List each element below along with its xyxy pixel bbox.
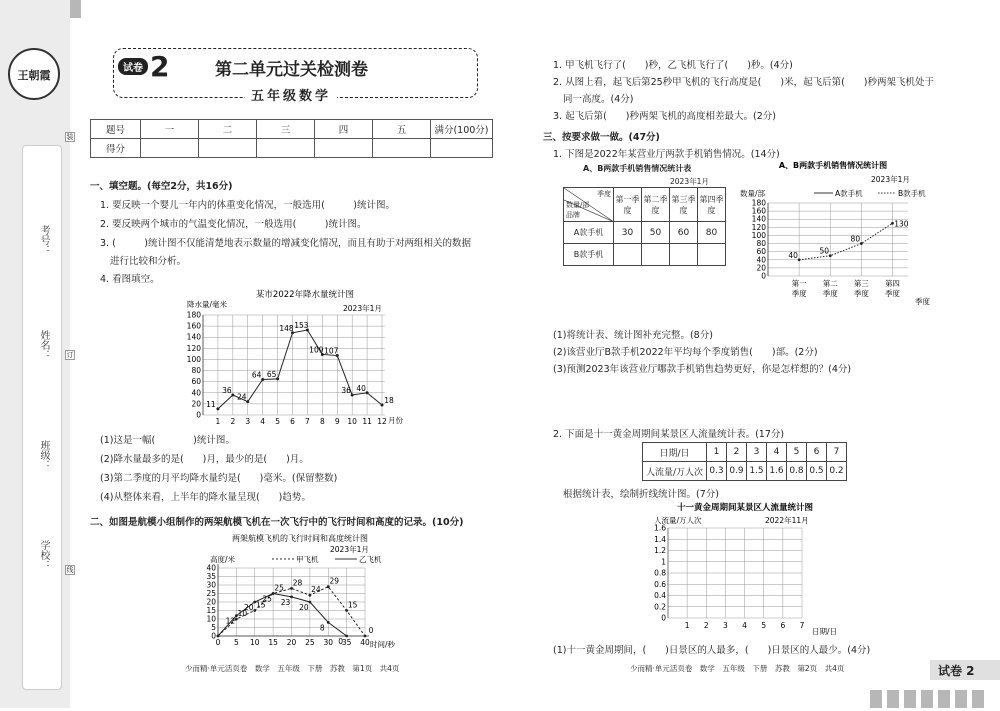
plane-a-point: [235, 618, 238, 621]
phone-ytick: 120: [751, 222, 766, 232]
rain-xtick: 10: [347, 417, 357, 426]
score-cell: 三: [257, 120, 315, 139]
flow-table: [642, 442, 847, 481]
phone-table-date: 2023年1月: [670, 177, 709, 186]
flow-xtick: 5: [761, 621, 767, 630]
rain-data-label: 11: [206, 399, 216, 409]
score-cell: 得分: [91, 139, 141, 158]
rain-data-label: 107: [324, 346, 339, 356]
flow-day: 2: [727, 443, 747, 462]
score-cell: 二: [199, 120, 257, 139]
rain-title: 某市2022年降水量统计图: [255, 290, 355, 300]
plane-ytick: 30: [206, 580, 216, 590]
rain-ytick: 160: [186, 321, 201, 331]
plane-a-label: 0: [368, 626, 374, 635]
rain-ytick: 120: [186, 343, 201, 353]
rain-point: [216, 407, 219, 410]
seal-xian: 线: [66, 566, 74, 574]
phone-ytick: 180: [751, 198, 766, 208]
corner-top: 季度: [597, 190, 611, 198]
rain-xtick: 4: [260, 417, 266, 426]
rain-ylabel: 降水量/毫米: [187, 300, 228, 309]
plane-a-label: 24: [311, 585, 321, 595]
plane-b-point: [290, 596, 293, 599]
rain-xtick: 2: [230, 417, 236, 426]
flow-xtick: 4: [742, 621, 747, 630]
flow-ytick: 1.2: [654, 546, 666, 555]
rain-ytick: 80: [191, 366, 201, 376]
footer-right: 少而精·单元活页卷 数学 五年级 下册 苏教 第2页 共4页: [630, 664, 845, 673]
plane-xtick: 30: [323, 638, 334, 647]
plane-a-point: [364, 635, 367, 638]
rain-xtick: 12: [377, 417, 387, 426]
plane-ytick: 15: [206, 606, 216, 615]
question-4-4: (4)从整体来看，上半年的降水量呈现( )趋势。: [100, 492, 311, 503]
plane-ylabel: 高度/米: [210, 555, 236, 564]
plane-xtick: 5: [233, 638, 239, 647]
phone-cell: 50: [642, 222, 670, 244]
phone-ytick: 140: [751, 214, 766, 224]
rain-ytick: 40: [191, 388, 201, 398]
plane-ytick: 25: [206, 589, 216, 598]
rain-ytick: 20: [191, 399, 201, 409]
phone-b-label: 50: [819, 246, 829, 256]
plane-a-label: 28: [292, 578, 303, 588]
phone-b-point: [860, 242, 863, 245]
score-table: [90, 119, 493, 158]
phone-ytick: 20: [756, 263, 766, 273]
phone-input-cell[interactable]: [614, 244, 642, 266]
rainfall-chart: [185, 287, 415, 427]
phone-ytick: 160: [751, 206, 766, 216]
plane-b-point: [327, 621, 330, 624]
plane-a-point: [253, 609, 256, 612]
rain-xtick: 1: [215, 417, 221, 426]
rain-data-label: 65: [266, 369, 277, 379]
flow-day: 4: [767, 443, 787, 462]
phone-xtick: 第三: [853, 279, 869, 288]
plane-xtick: 40: [360, 638, 370, 647]
plane-xunit: 时间/秒: [370, 640, 396, 649]
rain-point: [366, 391, 369, 394]
flow-ytick: 0.2: [654, 602, 666, 612]
phone-cell: 30: [614, 222, 642, 244]
rain-xtick: 6: [290, 417, 295, 426]
plane-ytick: 10: [206, 614, 216, 624]
rain-xtick: 8: [319, 417, 325, 426]
flow-day: 3: [747, 443, 767, 462]
score-input[interactable]: [141, 139, 199, 158]
phone-xtick: 季度: [853, 289, 869, 298]
plane-b-point: [253, 601, 256, 604]
rain-point: [231, 394, 234, 397]
bottom-stripes-right: [870, 690, 989, 708]
rain-ytick: 180: [186, 310, 201, 320]
plane-xtick: 10: [249, 638, 260, 647]
phone-b-label: 130: [894, 219, 909, 229]
plane-b-point: [308, 601, 311, 604]
section-3-title: 三、按要求做一做。(47分): [543, 132, 660, 143]
flow-value: 1.6: [767, 462, 787, 481]
score-input[interactable]: [257, 139, 315, 158]
flow-ytick: 1.4: [654, 534, 666, 544]
phone-b-point: [829, 254, 832, 257]
footer-left: 少而精·单元活页卷 数学 五年级 下册 苏教 第1页 共4页: [185, 664, 400, 673]
seal-zhuang: 装: [66, 133, 74, 141]
rain-xunit: 月份: [388, 416, 403, 425]
score-cell: 一: [141, 120, 199, 139]
flow-value: 1.5: [747, 462, 767, 481]
phone-input-cell[interactable]: [698, 244, 726, 266]
score-input[interactable]: [315, 139, 373, 158]
plane-b-label: 20: [243, 603, 254, 612]
phone-xunit: 季度: [915, 297, 930, 306]
score-cell: 满分(100分): [431, 120, 493, 139]
question-3: 3. ( )统计图不仅能清楚地表示数量的增减变化情况，而且有助于对两组相关的数据: [100, 238, 471, 249]
phone-corner-cell: [564, 188, 614, 222]
plane-b-point: [235, 614, 238, 617]
rain-xtick: 3: [245, 417, 251, 426]
plane-date: 2023年1月: [330, 545, 369, 554]
rain-data-label: 40: [356, 383, 366, 393]
rain-data-label: 24: [236, 392, 247, 402]
corner-bottom: 品牌: [566, 211, 580, 219]
question-s2: 2. 下面是十一黄金周期间某景区人流量统计表。(17分): [553, 429, 785, 440]
plane-a-point: [308, 594, 311, 597]
rain-ytick: 60: [191, 377, 201, 387]
flow-ytick: 0.4: [654, 591, 666, 600]
field-name: 姓名：: [38, 330, 49, 360]
question-4: 4. 看图填空。: [100, 274, 160, 285]
section-2-title: 二、如图是航模小组制作的两架航模飞机在一次飞行中的飞行时间和高度的记录。(10分): [90, 517, 464, 528]
phone-b-label: 40: [788, 250, 798, 260]
rain-point: [381, 404, 384, 407]
page-subtitle: 五年级数学: [245, 85, 337, 104]
rain-xtick: 7: [305, 417, 310, 426]
flow-ytick: 1.6: [654, 523, 666, 533]
phone-b-label: 80: [850, 234, 861, 244]
phone-xtick: 季度: [884, 289, 900, 298]
rain-xtick: 9: [334, 417, 340, 426]
phone-legend-b: B款手机: [898, 189, 926, 198]
phone-row-label: B款手机: [564, 244, 614, 266]
plane-title: 两架航模飞机的飞行时间和高度统计图: [232, 534, 368, 543]
phone-xtick: 第四: [884, 279, 900, 288]
flow-ytick: 0.6: [654, 579, 666, 589]
question-s1-3: (3)预测2023年该营业厅哪款手机销售趋势更好，你是怎样想的？(4分): [553, 364, 852, 375]
flow-chart-title: 十一黄金周期间某景区人流量统计图: [676, 503, 814, 513]
phone-b-point: [798, 258, 801, 261]
plane-b-label: 23: [280, 597, 291, 607]
phone-input-cell[interactable]: [642, 244, 670, 266]
phone-row-label: A款手机: [564, 222, 614, 244]
legend-a: 甲飞机: [296, 555, 319, 564]
plane-xtick: 15: [268, 638, 278, 647]
plane-b-label: 0: [338, 637, 344, 646]
plane-a-label: 15: [255, 600, 266, 610]
plane-a-label: 10: [237, 609, 248, 618]
question-r2: 2. 从图上看，起飞后第25秒甲飞机的飞行高度是( )米，起飞后第( )秒两架飞机处于: [553, 77, 934, 88]
field-school: 学校：: [38, 540, 49, 570]
plane-xtick: 25: [305, 638, 315, 647]
phone-ytick: 100: [751, 230, 766, 240]
flow-value: 0.5: [807, 462, 827, 481]
phone-xtick: 季度: [791, 289, 807, 298]
question-4-2: (2)降水量最多的是( )月，最少的是( )月。: [100, 454, 309, 465]
phone-ytick: 60: [756, 247, 766, 257]
phone-legend-a: A款手机: [835, 189, 863, 198]
flow-xtick: 1: [684, 621, 690, 630]
flow-xtick: 6: [780, 621, 786, 630]
legend-b: 乙飞机: [359, 555, 382, 564]
footer-badge: 试卷 2: [930, 660, 1000, 680]
phone-table-title: A、B两款手机销售情况统计表: [583, 164, 692, 173]
page-title: 第二单元过关检测卷: [215, 60, 368, 80]
phone-cell: 80: [698, 222, 726, 244]
plane-ytick: 20: [206, 597, 216, 607]
plane-ytick: 35: [206, 572, 216, 581]
section-1-title: 一、填空题。(每空2分，共16分): [90, 181, 233, 192]
question-r1: 1. 甲飞机飞行了( )秒，乙飞机飞行了( )秒。(4分): [553, 60, 793, 71]
phone-chart-date: 2023年1月: [871, 175, 910, 184]
phone-ytick: 80: [756, 239, 766, 249]
phone-chart: [738, 158, 938, 318]
rain-xtick: 5: [275, 417, 280, 426]
plane-b-point: [272, 592, 275, 595]
badge-number: 2: [150, 50, 170, 83]
phone-header: 第一季度: [614, 188, 642, 222]
rain-data-label: 36: [341, 386, 351, 395]
flow-value: 0.8: [787, 462, 807, 481]
logo-text: 王朝霞: [17, 69, 51, 82]
plane-a-point: [345, 609, 348, 612]
score-cell: 题号: [91, 120, 141, 139]
question-r3: 3. 起飞后第( )秒两架飞机的高度相差最大。(2分): [553, 111, 776, 122]
plane-xtick: 0: [215, 638, 221, 647]
flow-header-label: 日期/日: [643, 443, 707, 462]
score-input[interactable]: [199, 139, 257, 158]
flow-day: 5: [787, 443, 807, 462]
rain-xtick: 11: [362, 417, 372, 426]
phone-input-cell[interactable]: [670, 244, 698, 266]
plane-ytick: 0: [211, 631, 216, 641]
phone-header: 第四季度: [698, 188, 726, 222]
question-r2-cont: 同一高度。(4分): [563, 94, 634, 105]
phone-xtick: 季度: [822, 289, 838, 298]
plane-b-label: 12: [225, 616, 236, 626]
phone-header: 第三季度: [670, 188, 698, 222]
question-s1-1: (1)将统计表、统计图补充完整。(8分): [553, 330, 713, 341]
score-cell: 五: [373, 120, 431, 139]
phone-xtick: 第二: [822, 279, 838, 288]
score-cell: 四: [315, 120, 373, 139]
question-4-1: (1)这是一幅( )统计图。: [100, 435, 235, 446]
plane-a-point: [327, 585, 330, 588]
flow-value: 0.2: [827, 462, 847, 481]
corner-mid: 数量/部: [566, 201, 590, 209]
rain-data-label: 64: [251, 370, 262, 380]
flow-value: 0.3: [707, 462, 727, 481]
question-1: 1. 要反映一个婴儿一年内的体重变化情况，一般选用( )统计图。: [100, 200, 395, 211]
flow-ytick: 0: [661, 613, 666, 623]
plane-xtick: 20: [286, 638, 297, 647]
question-2: 2. 要反映两个城市的气温变化情况，一般选用( )统计图。: [100, 219, 367, 230]
plane-chart: [190, 532, 415, 654]
plane-xtick: 35: [341, 638, 352, 647]
plane-b-label: 20: [299, 603, 309, 612]
rain-ytick: 140: [186, 332, 201, 342]
plane-b-point: [217, 635, 220, 638]
flow-xtick: 3: [723, 621, 728, 630]
flow-ytick: 1: [661, 557, 666, 567]
question-s1: 1. 下图是2022年某营业厅两款手机销售情况。(14分): [553, 149, 780, 160]
flow-row-label: 人流量/万人次: [643, 462, 707, 481]
plane-ytick: 5: [211, 623, 216, 632]
question-s2-1: (1)十一黄金周期间，( )日景区的人最多，( )日景区的人最少。(4分): [553, 645, 871, 656]
plane-b-label: 8: [319, 623, 325, 633]
field-exam-number: 考号：: [38, 225, 49, 255]
rain-data-label: 109: [309, 345, 324, 355]
flow-xtick: 2: [703, 621, 709, 630]
score-input[interactable]: [431, 139, 493, 158]
rain-ytick: 0: [196, 410, 201, 420]
rain-date: 2023年1月: [343, 304, 382, 313]
plane-a-point: [290, 587, 293, 590]
phone-chart-title: A、B两款手机销售情况统计图: [778, 161, 888, 170]
phone-ytick: 0: [761, 271, 766, 281]
question-s1-2: (2)该营业厅B款手机2022年平均每个季度销售( )部。(2分): [553, 347, 818, 358]
rain-data-label: 153: [294, 321, 309, 330]
rain-data-label: 36: [222, 386, 232, 395]
phone-table: [563, 187, 726, 266]
logo: [8, 48, 60, 100]
plane-a-label: 29: [329, 576, 340, 586]
exam-badge: [118, 50, 169, 83]
phone-ylabel: 数量/部: [740, 189, 766, 198]
question-4-3: (3)第二季度的月平均降水量约是( )毫米。(保留整数): [100, 473, 338, 484]
flow-chart: [650, 500, 870, 640]
question-s2-draw: 根据统计表，绘制折线统计图。(7分): [563, 489, 719, 500]
rain-point: [276, 377, 279, 380]
field-class: 班级：: [38, 440, 49, 470]
flow-day: 7: [827, 443, 847, 462]
phone-ytick: 40: [756, 255, 766, 265]
score-input[interactable]: [373, 139, 431, 158]
flow-day: 6: [807, 443, 827, 462]
rain-ytick: 100: [186, 354, 201, 364]
badge-label: 试卷: [118, 58, 148, 75]
flow-day: 1: [707, 443, 727, 462]
flow-xtick: 7: [799, 621, 805, 630]
seal-ding: 订: [66, 351, 74, 359]
rain-point: [246, 400, 249, 403]
plane-b-point: [345, 635, 348, 638]
plane-a-label: 15: [347, 600, 358, 610]
phone-b-line: [799, 223, 892, 260]
plane-b-label: 25: [262, 594, 272, 604]
phone-xtick: 第一: [791, 279, 807, 288]
phone-cell: 60: [670, 222, 698, 244]
flow-date: 2022年11月: [765, 516, 809, 525]
flow-ytick: 0.8: [654, 568, 666, 578]
question-3-cont: 进行比较和分析。: [110, 256, 187, 267]
flow-ylabel: 人流量/万人次: [654, 516, 702, 525]
flow-value: 0.9: [727, 462, 747, 481]
plane-a-label: 25: [274, 583, 284, 593]
rain-data-label: 18: [384, 396, 394, 405]
rain-point: [261, 378, 264, 381]
flow-xunit: 日期/日: [812, 627, 838, 636]
phone-header: 第二季度: [642, 188, 670, 222]
rain-point: [351, 394, 354, 397]
plane-ytick: 40: [206, 563, 216, 573]
rain-data-label: 148: [279, 323, 294, 333]
